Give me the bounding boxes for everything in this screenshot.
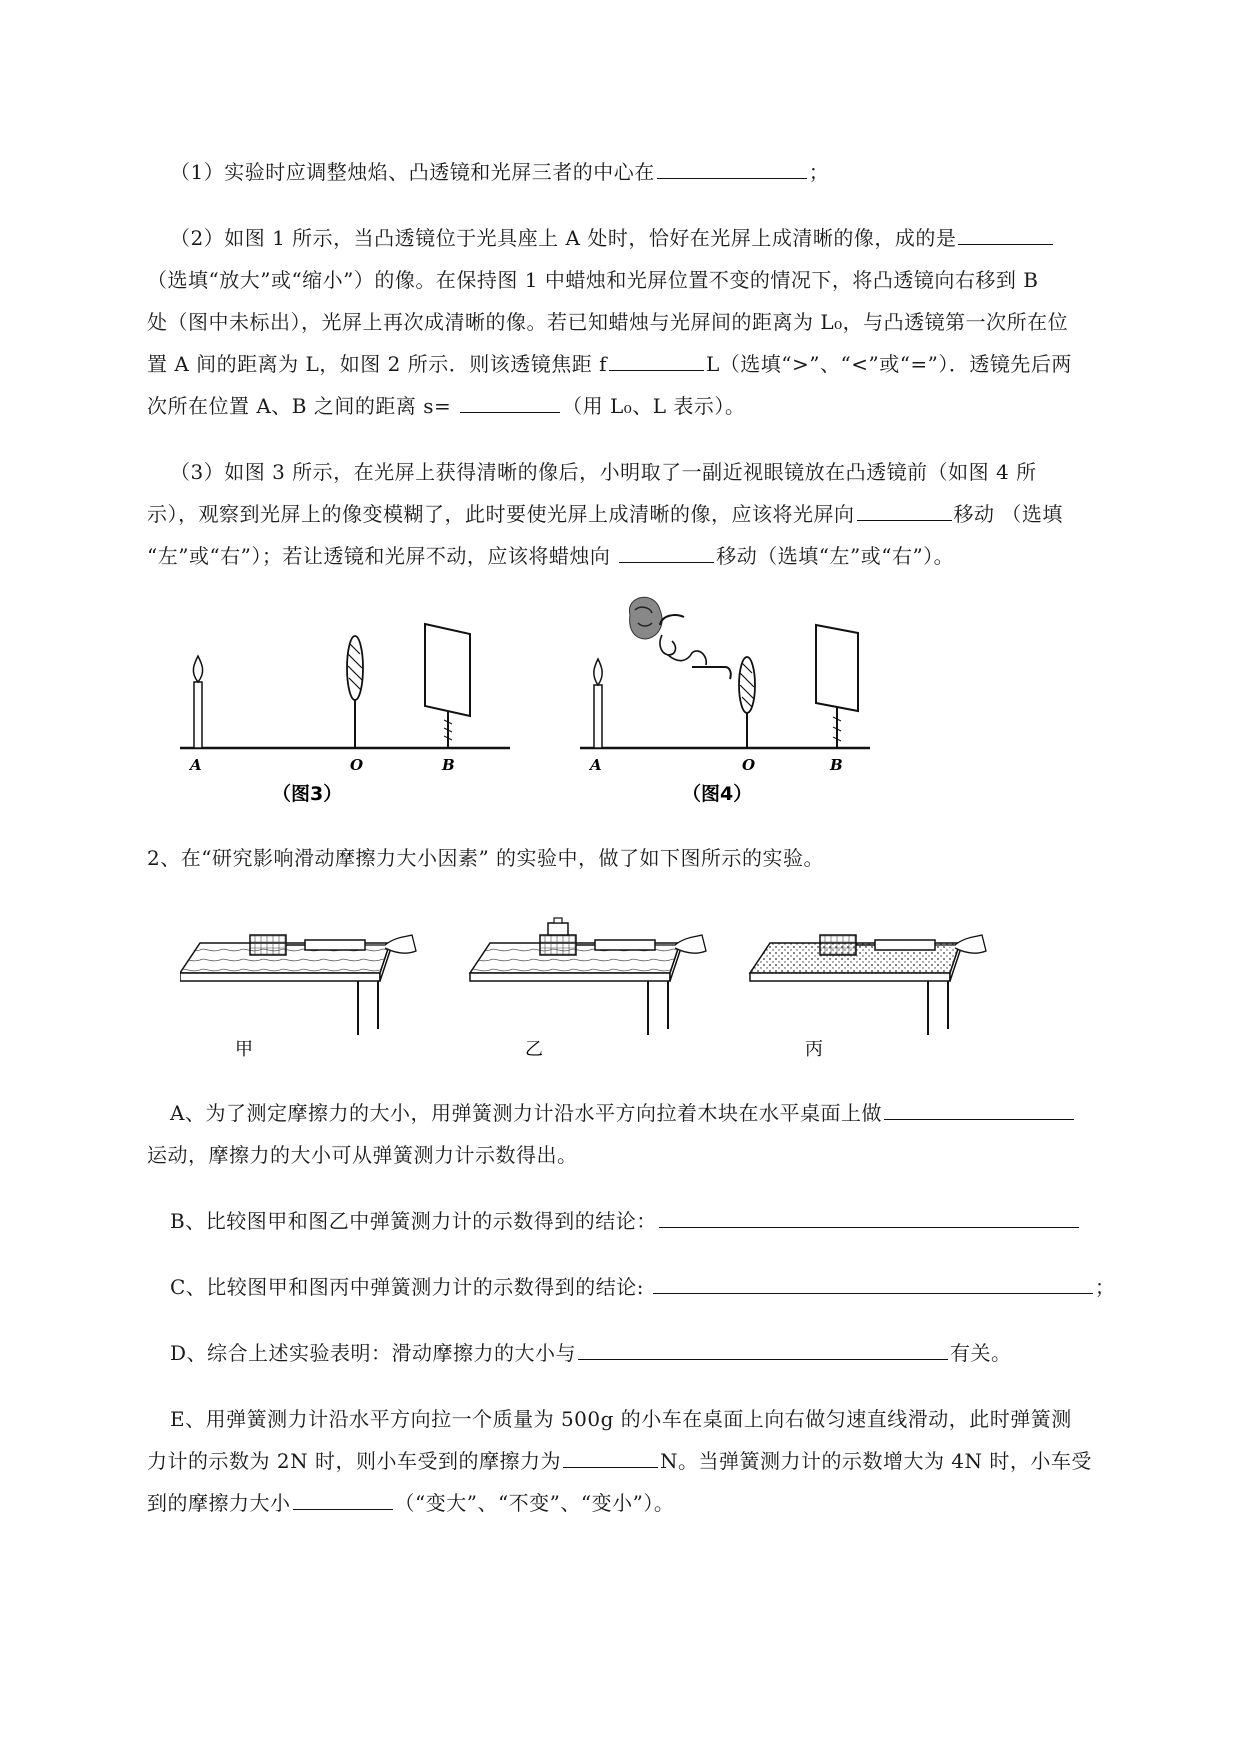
answer-blank[interactable]: [563, 1449, 658, 1468]
label-bing: 丙: [805, 1039, 823, 1060]
q2-E-line2: [147, 1448, 1092, 1474]
answer-blank[interactable]: [884, 1101, 1074, 1120]
q1-part2-text-5a: 次所在位置 A、B 之间的距离 s=: [147, 394, 452, 418]
person-with-glasses: [629, 597, 706, 665]
q1-part3-text-1: （3）如图 3 所示，在光屏上获得清晰的像后，小明取了一副近视眼镜放在凸透镜前（如图 4 所: [170, 460, 1037, 484]
figure-3: [180, 620, 510, 810]
q1-part2-text-2: （选填“放大”或“缩小”）的像。在保持图 1 中蜡烛和光屏位置不变的情况下，将凸透镜向右移到 B: [147, 268, 1039, 292]
q2-E-text-1: E、用弹簧测力计沿水平方向拉一个质量为 500g 的小车在桌面上向右做匀速直线滑动，此时弹簧测: [170, 1407, 1072, 1431]
q1-part2-line5: [147, 393, 745, 419]
label-O: O: [742, 756, 756, 774]
q1-part3-line3: [147, 543, 954, 569]
q2-E-text-3b: （“变大”、“不变”、“变小”）。: [394, 1491, 675, 1515]
q2-B: [170, 1208, 1081, 1234]
candle-flame: [193, 656, 202, 682]
candle: [594, 685, 602, 748]
q2-A-line1: [170, 1100, 1076, 1126]
label-yi: 乙: [525, 1039, 543, 1060]
q1-part2-line3: [147, 309, 1068, 335]
q2-A-text-2: 运动，摩擦力的大小可从弹簧测力计示数得出。: [147, 1143, 578, 1167]
q1-part2-text-4b: L（选填“>”、“<”或“=”）．透镜先后两: [706, 352, 1072, 376]
label-jia: 甲: [235, 1039, 253, 1060]
answer-blank[interactable]: [619, 544, 714, 563]
q1-part1-tail: ；: [808, 160, 830, 184]
q2-D-tail: 有关。: [950, 1341, 1012, 1365]
q2-A-text-1: A、为了测定摩擦力的大小，用弹簧测力计沿水平方向拉着木块在水平桌面上做: [170, 1101, 882, 1125]
q2-C-text: C、比较图甲和图丙中弹簧测力计的示数得到的结论:: [170, 1275, 645, 1299]
q1-part2-text-4a: 置 A 间的距离为 L，如图 2 所示．则该透镜焦距 f: [147, 352, 607, 376]
q2-C: [170, 1274, 1115, 1300]
answer-blank[interactable]: [857, 502, 952, 521]
q1-part1: [170, 159, 829, 185]
q1-part3-text-3a: “左”或“右”）；若让透镜和光屏不动，应该将蜡烛向: [147, 544, 611, 568]
candle: [194, 682, 202, 748]
label-O: O: [350, 756, 364, 774]
q1-part1-text: （1）实验时应调整烛焰、凸透镜和光屏三者的中心在: [170, 160, 655, 184]
q1-part3-text-2a: 示），观察到光屏上的像变模糊了，此时要使光屏上成清晰的像，应该将光屏向: [147, 502, 855, 526]
q2-title-text: 2、在“研究影响滑动摩擦力大小因素” 的实验中，做了如下图所示的实验。: [147, 846, 825, 870]
q2-D: [170, 1340, 1012, 1366]
light-screen: [816, 625, 858, 711]
figure-4: [580, 595, 870, 810]
q1-part3-line1: [170, 459, 1037, 485]
q2-title: [147, 845, 824, 871]
answer-blank[interactable]: [657, 160, 807, 179]
answer-blank[interactable]: [958, 226, 1053, 245]
q2-E-text-3a: 到的摩擦力大小: [147, 1491, 291, 1515]
answer-blank[interactable]: [609, 352, 704, 371]
label-A: A: [190, 756, 202, 774]
q1-part2-text-1: （2）如图 1 所示，当凸透镜位于光具座上 A 处时，恰好在光屏上成清晰的像，成的是: [170, 226, 957, 250]
light-screen: [425, 624, 470, 716]
q1-part2-line1: [170, 225, 1055, 251]
q1-part2-text-3: 处（图中未标出），光屏上再次成清晰的像。若已知蜡烛与光屏间的距离为 L₀，与凸透镜第一次所在位: [147, 310, 1069, 334]
q2-E-line3: [147, 1490, 674, 1516]
candle-flame: [594, 659, 602, 685]
q2-C-tail: ；: [1094, 1275, 1116, 1299]
answer-blank[interactable]: [659, 1209, 1079, 1228]
glasses: [692, 667, 731, 679]
q1-part2-line4: [147, 351, 1072, 377]
q2-A-line2: [147, 1142, 578, 1168]
label-A: A: [590, 756, 602, 774]
q1-part3-text-2b: 移动 （选填: [953, 502, 1063, 526]
figure-4-caption: （图4）: [682, 783, 753, 805]
q2-D-text: D、综合上述实验表明：滑动摩擦力的大小与: [170, 1341, 577, 1365]
weight: [548, 923, 568, 935]
answer-blank[interactable]: [293, 1491, 393, 1510]
answer-blank[interactable]: [653, 1275, 1093, 1294]
setup-yi: [470, 918, 706, 1060]
setup-jia: [180, 935, 416, 1060]
setup-bing: [750, 935, 986, 1060]
q1-part3-text-3b: 移动（选填“左”或“右”）。: [716, 544, 955, 568]
q2-B-text: B、比较图甲和图乙中弹簧测力计的示数得到的结论：: [170, 1209, 657, 1233]
answer-blank[interactable]: [578, 1341, 948, 1360]
friction-figures: [180, 915, 1020, 1060]
q2-E-text-2b: N。当弹簧测力计的示数增大为 4N 时，小车受: [659, 1449, 1092, 1473]
figure-3-caption: （图3）: [272, 783, 343, 805]
label-B: B: [830, 756, 843, 774]
answer-blank[interactable]: [460, 394, 560, 413]
q1-part2-text-5b: （用 L₀、L 表示）。: [562, 394, 746, 418]
label-B: B: [442, 756, 455, 774]
q2-E-line1: [170, 1406, 1072, 1432]
q2-E-text-2a: 力计的示数为 2N 时，则小车受到的摩擦力为: [147, 1449, 561, 1473]
q1-part2-line2: [147, 267, 1038, 293]
q1-part3-line2: [147, 501, 1063, 527]
